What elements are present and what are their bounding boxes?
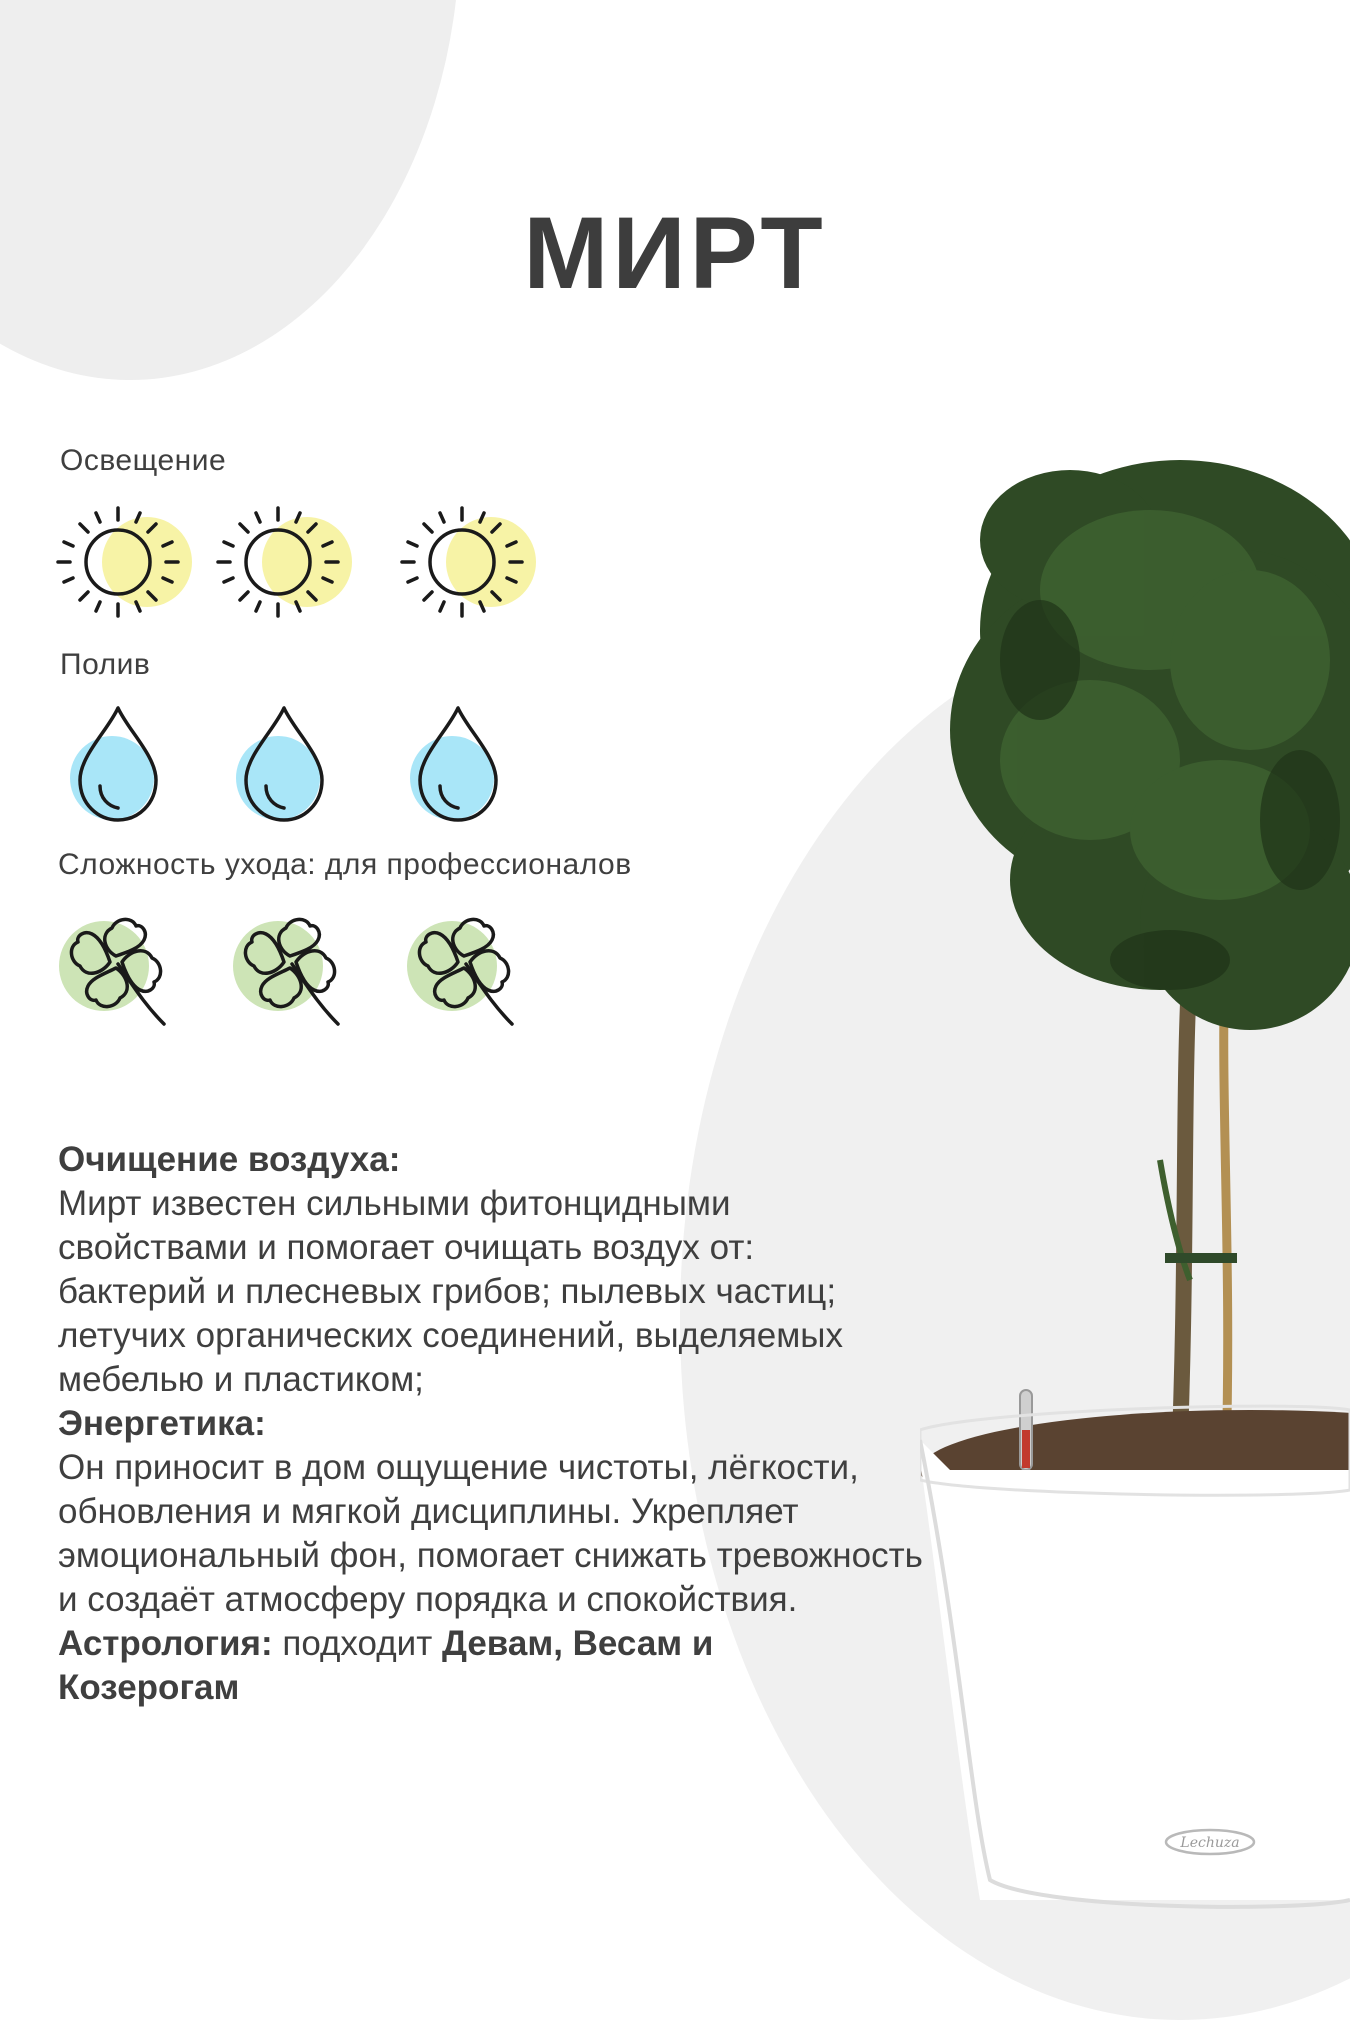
myrtle-plant-image <box>920 400 1350 1920</box>
difficulty-label: Сложность ухода: для профессионалов <box>58 848 632 881</box>
energy-text: Он приносит в дом ощущение чистоты, лёгкости, обновления и мягкой дисциплины. Укрепляет эмоциональный фон, помогает снижать тревожность и создаёт атмосферу порядка и спокойствия. <box>58 1448 923 1619</box>
water-drop-icon <box>52 700 192 830</box>
sun-icon <box>52 500 192 630</box>
astrology-text: подходит <box>272 1624 442 1663</box>
sun-icon <box>212 500 352 630</box>
lighting-label: Освещение <box>60 444 227 477</box>
clover-icon <box>52 904 192 1034</box>
plant-description <box>58 1138 958 1710</box>
water-drop-icon <box>218 700 358 830</box>
astrology-line <box>58 1622 818 1710</box>
sun-icon <box>396 500 536 630</box>
clover-icon <box>400 904 540 1034</box>
watering-label: Полив <box>60 648 151 681</box>
air-purification-text: Мирт известен сильными фитонцидными свойствами и помогает очищать воздух от: бактерий и плесневых грибов; пылевых частиц; летучих органических соединений, выделяемых мебелью и пластиком; <box>58 1184 843 1399</box>
air-purification-heading: Очищение воздуха: <box>58 1140 401 1179</box>
page-title: МИРТ <box>523 196 827 310</box>
energy-heading: Энергетика: <box>58 1404 266 1443</box>
clover-icon <box>226 904 366 1034</box>
pot-brand-logo: Lechuza <box>1180 1835 1240 1851</box>
astrology-signs: Девам, Весам и Козерогам <box>58 1624 714 1707</box>
astrology-heading: Астрология: <box>58 1624 273 1663</box>
water-drop-icon <box>392 700 532 830</box>
background-blob-top <box>0 0 460 380</box>
